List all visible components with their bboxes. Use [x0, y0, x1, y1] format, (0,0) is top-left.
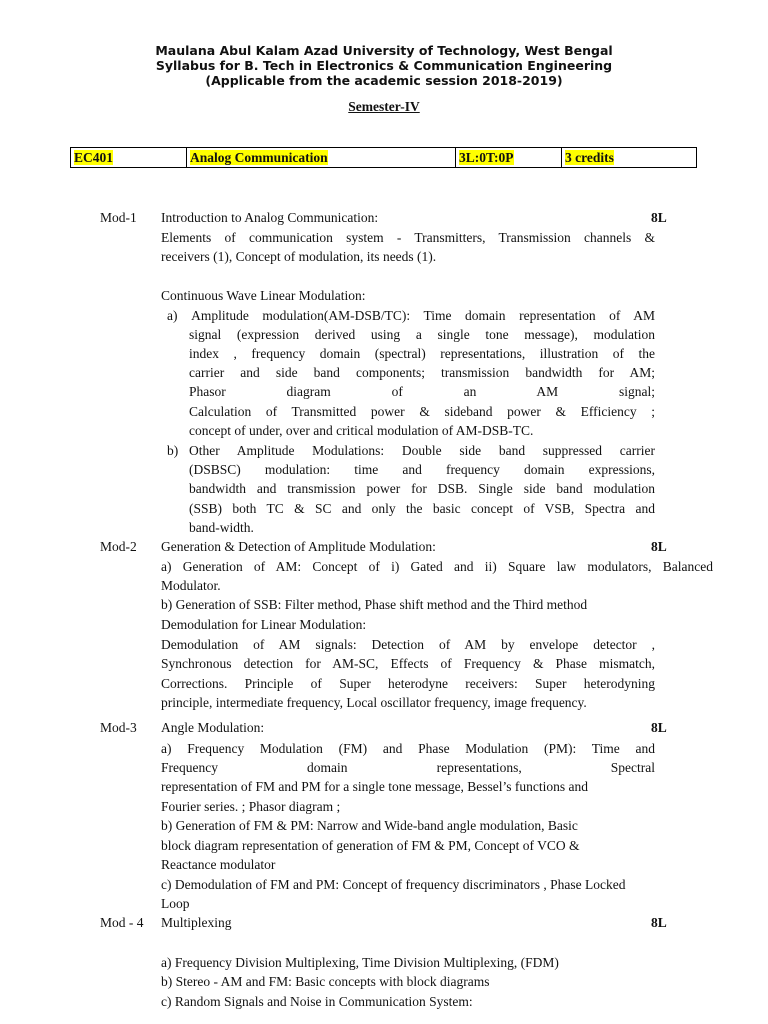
- mod1-item-b-line: (DSBSC) modulation: time and frequency domain expressions,: [189, 462, 655, 477]
- mod1-item-b-line: bandwidth and transmission power for DSB. Single side band modulation: [189, 481, 655, 496]
- mod3-text-line: b) Generation of FM & PM: Narrow and Wide-band angle modulation, Basic: [161, 818, 578, 833]
- mod1-item-b-line: Other Amplitude Modulations: Double side band suppressed carrier: [189, 443, 655, 458]
- course-code: EC401: [74, 150, 114, 165]
- mod2-text-line: b) Generation of SSB: Filter method, Phase shift method and the Third method: [161, 597, 588, 612]
- mod4-title: Multiplexing: [161, 915, 232, 930]
- course-name: Analog Communication: [190, 150, 328, 165]
- course-ltp: 3L:0T:0P: [459, 150, 514, 165]
- mod1-item-a-line: Calculation of Transmitted power & sideband power & Efficiency ;: [189, 404, 655, 419]
- mod1-item-b-line: (SSB) both TC & SC and only the basic concept of VSB, Spectra and: [189, 501, 655, 516]
- mod1-subheading: Continuous Wave Linear Modulation:: [161, 288, 366, 303]
- mod3-text-line: c) Demodulation of FM and PM: Concept of frequency discriminators , Phase Locked: [161, 877, 626, 892]
- course-ltp-cell: [456, 148, 562, 167]
- mod3-text-line: Loop: [161, 896, 190, 911]
- mod2-label: Mod-2: [100, 539, 137, 554]
- mod2-text-line: a) Generation of AM: Concept of i) Gated and ii) Square law modulators, Balanced: [161, 559, 713, 574]
- mod4-label: Mod - 4: [100, 915, 144, 930]
- course-credits: 3 credits: [565, 150, 614, 165]
- mod4-text-line: a) Frequency Division Multiplexing, Time Division Multiplexing, (FDM): [161, 955, 559, 970]
- mod3-text-line: block diagram representation of generation of FM & PM, Concept of VCO &: [161, 838, 580, 853]
- mod2-text-line: Demodulation of AM signals: Detection of AM by envelope detector ,: [161, 637, 655, 652]
- mod3-text-line: Frequency domain representations, Spectral: [161, 760, 655, 775]
- mod4-hours: 8L: [651, 915, 667, 930]
- mod3-title: Angle Modulation:: [161, 720, 265, 735]
- mod1-item-a-line: concept of under, over and critical modulation of AM-DSB-TC.: [189, 423, 534, 438]
- mod3-label: Mod-3: [100, 720, 137, 735]
- mod2-text-line: Modulator.: [161, 578, 221, 593]
- mod2-subheading: Demodulation for Linear Modulation:: [161, 617, 367, 632]
- mod1-item-b-marker: b): [167, 443, 179, 458]
- mod1-item-a-line: a) Amplitude modulation(AM-DSB/TC): Time domain representation of AM: [167, 308, 655, 323]
- mod3-text-line: representation of FM and PM for a single tone message, Bessel’s functions and: [161, 779, 589, 794]
- syllabus-title: Syllabus for B. Tech in Electronics & Communication Engineering: [155, 58, 613, 73]
- mod4-text-line: b) Stereo - AM and FM: Basic concepts with block diagrams: [161, 974, 490, 989]
- semester-heading: Semester-IV: [348, 99, 420, 114]
- mod1-hours: 8L: [651, 210, 667, 225]
- mod1-item-a-line: carrier and side band components; transmission bandwidth for AM;: [189, 365, 655, 380]
- course-code-cell: [71, 148, 187, 167]
- mod1-item-a-line: signal (expression derived using a single tone message), modulation: [189, 327, 655, 342]
- mod2-text-line: Synchronous detection for AM-SC, Effects of Frequency & Phase mismatch,: [161, 656, 655, 671]
- mod3-text-line: Reactance modulator: [161, 857, 276, 872]
- mod2-text-line: principle, intermediate frequency, Local oscillator frequency, image frequency.: [161, 695, 587, 710]
- mod1-title: Introduction to Analog Communication:: [161, 210, 379, 225]
- course-credits-cell: [562, 148, 698, 167]
- session-note: (Applicable from the academic session 2018-2019): [205, 73, 563, 88]
- mod1-text-line: Elements of communication system - Transmitters, Transmission channels &: [161, 230, 655, 245]
- university-name: Maulana Abul Kalam Azad University of Technology, West Bengal: [155, 43, 613, 58]
- course-name-cell: [187, 148, 456, 167]
- mod2-hours: 8L: [651, 539, 667, 554]
- mod1-item-b-line: band-width.: [189, 520, 254, 535]
- mod1-label: Mod-1: [100, 210, 137, 225]
- mod4-text-line: c) Random Signals and Noise in Communication System:: [161, 994, 473, 1009]
- mod1-item-a-line: Phasor diagram of an AM signal;: [189, 384, 655, 399]
- mod1-text-line: receivers (1), Concept of modulation, its needs (1).: [161, 249, 437, 264]
- mod2-title: Generation & Detection of Amplitude Modulation:: [161, 539, 436, 554]
- mod3-text-line: a) Frequency Modulation (FM) and Phase Modulation (PM): Time and: [161, 741, 655, 756]
- mod1-item-a-line: index , frequency domain (spectral) representations, illustration of the: [189, 346, 655, 361]
- mod3-hours: 8L: [651, 720, 667, 735]
- mod3-text-line: Fourier series. ; Phasor diagram ;: [161, 799, 341, 814]
- course-table: [70, 147, 697, 168]
- mod2-text-line: Corrections. Principle of Super heterodyne receivers: Super heterodyning: [161, 676, 655, 691]
